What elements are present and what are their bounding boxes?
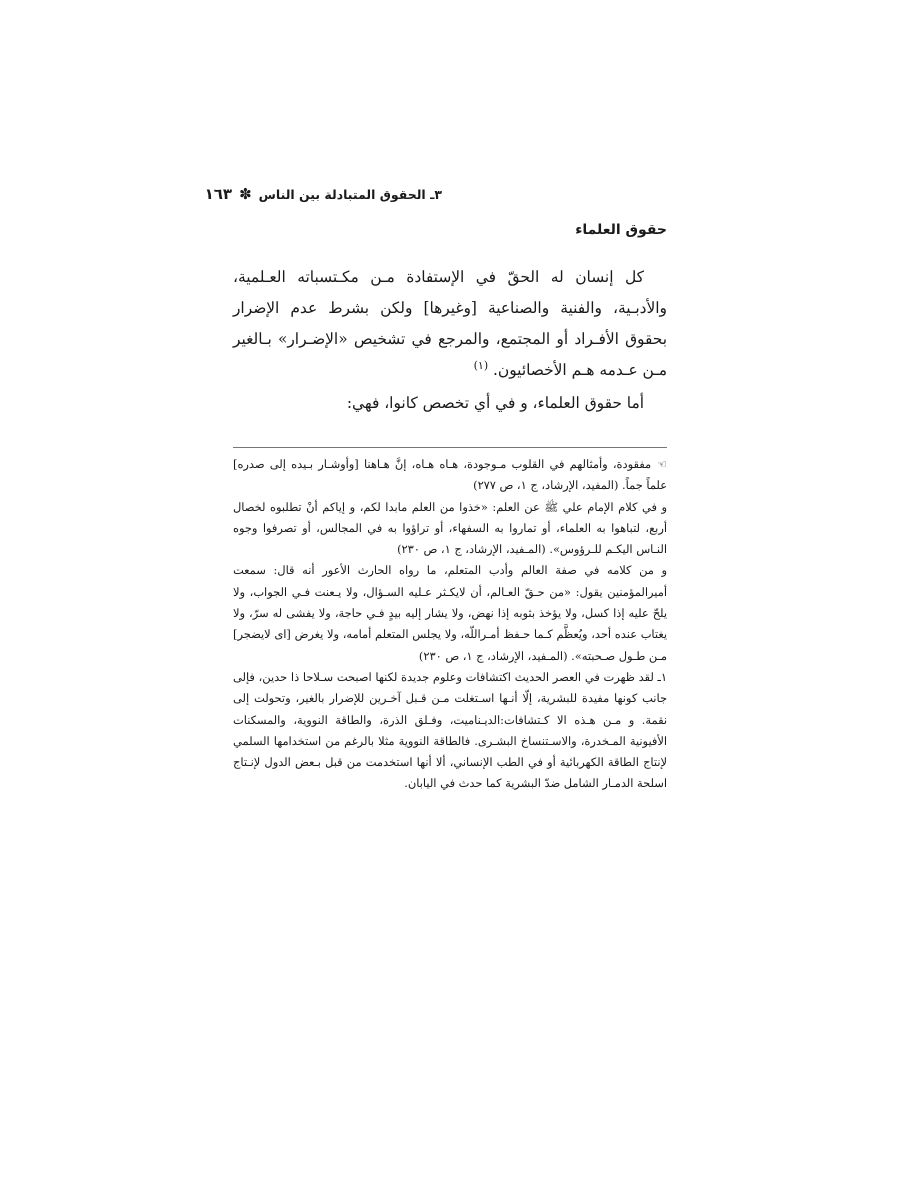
page-number: ١٦٣ [204,185,233,203]
footnote-3: و من كلامه في صفة العالم وأدب المتعلم، ما رواه الحارث الأعور أنه قال: سمعت أميرالمؤمنين يقول: «من حـقّ العـالم، أن لايكـثر عـليه السـؤال، ولا يـعنت فـي الجواب، ولا يلحّ عليه إذا كسل، ولا يؤخذ بثوبه إذا نهض، ولا يشار إليه بيدٍ فـي حاجة، ولا يفشى له سرّ، ولا يغتاب عنده أحد، ويُعظَّم كـما حـفظ أمـراللّه، ولا يجلس المتعلم أمامه، ولا يغرض [اى لايضجر] مـن طـول صـحبته». (المـفيد، الإرشاد، ج ١، ص ٢٣٠) [233,563,667,663]
paragraph-1 [233,262,667,386]
footnote-continued-text: مفقودة، وأمثالهم في القلوب مـوجودة، هـاه هـاه، إنَّ هـاهنا [وأوشـار بـيده إلى صدره] علماً جماً. (المفيد، الإرشاد، ج ١، ص ٢٧٧) [233,457,667,493]
running-header [204,184,442,203]
footnote-2: و في كلام الإمام علي ﷺ عن العلم: «خذوا من العلم مابدا لكم، و إياكم أنْ تطلبوه لخصال أربع، لتباهوا به العلماء، أو تماروا به السفهاء، أو تراؤوا به في المجالس، أو تصرفوا وجوه النـاس اليكـم للـرؤوس». (المـفيد، الإرشاد، ج ١، ص ٢٣٠) [233,499,667,557]
pointing-hand-icon: ☜ [657,458,667,471]
footnote-continued [233,454,667,497]
paragraph-1-text: كل إنسان له الحقّ في الإستفادة مـن مكـتسباته العـلمية، والأدبـية، والفنية والصناعية [وغيرها] ولكن بشرط عدم الإضرار بحقوق الأفـراد أو المجتمع، والمرجع في تشخيص «الإضـرار» بـالغير مـن عـدمه هـم الأخصائيون. [233,268,667,379]
footnotes [233,454,667,795]
footnote-4: ١ـ لقد ظهرت في العصر الحديث اكتشافات وعلوم جديدة لكنها اصبحت سـلاحا ذا حدين، فإلى جانب كونها مفيدة للبشرية، إلّا أنـها اسـتغلت مـن قـبل آخـرين للإضرار بالغير، وتحولت إلى نقمة. و مـن هـذه الا كـتشافات:الديـناميت، وفـلق الذرة، والطاقة النووية، والمسكنات الأفيونية المـخدرة، والاسـتنساخ البشـرى. فالطاقة النووية مثلا بالرغم من استخدامها السلمي لإنتاج الطاقة الكهربائية أو في الطب الإنساني، ألا أنها استخدمت من قبل بـعض الدول لإنـتاج اسلحة الدمـار الشامل ضدّ البشرية كما حدث في اليابان. [233,669,667,791]
paragraph-2: أما حقوق العلماء، و في أي تخصص كانوا، فهي: [346,394,644,412]
footnote-divider [233,447,667,448]
chapter-title: ٣ـ الحقوق المتبادلة بين الناس [258,186,442,202]
floral-ornament-icon: ✽ [239,184,252,203]
main-text [233,262,667,419]
footnote-reference: (١) [473,358,489,372]
section-heading: حقوق العلماء [575,222,667,238]
